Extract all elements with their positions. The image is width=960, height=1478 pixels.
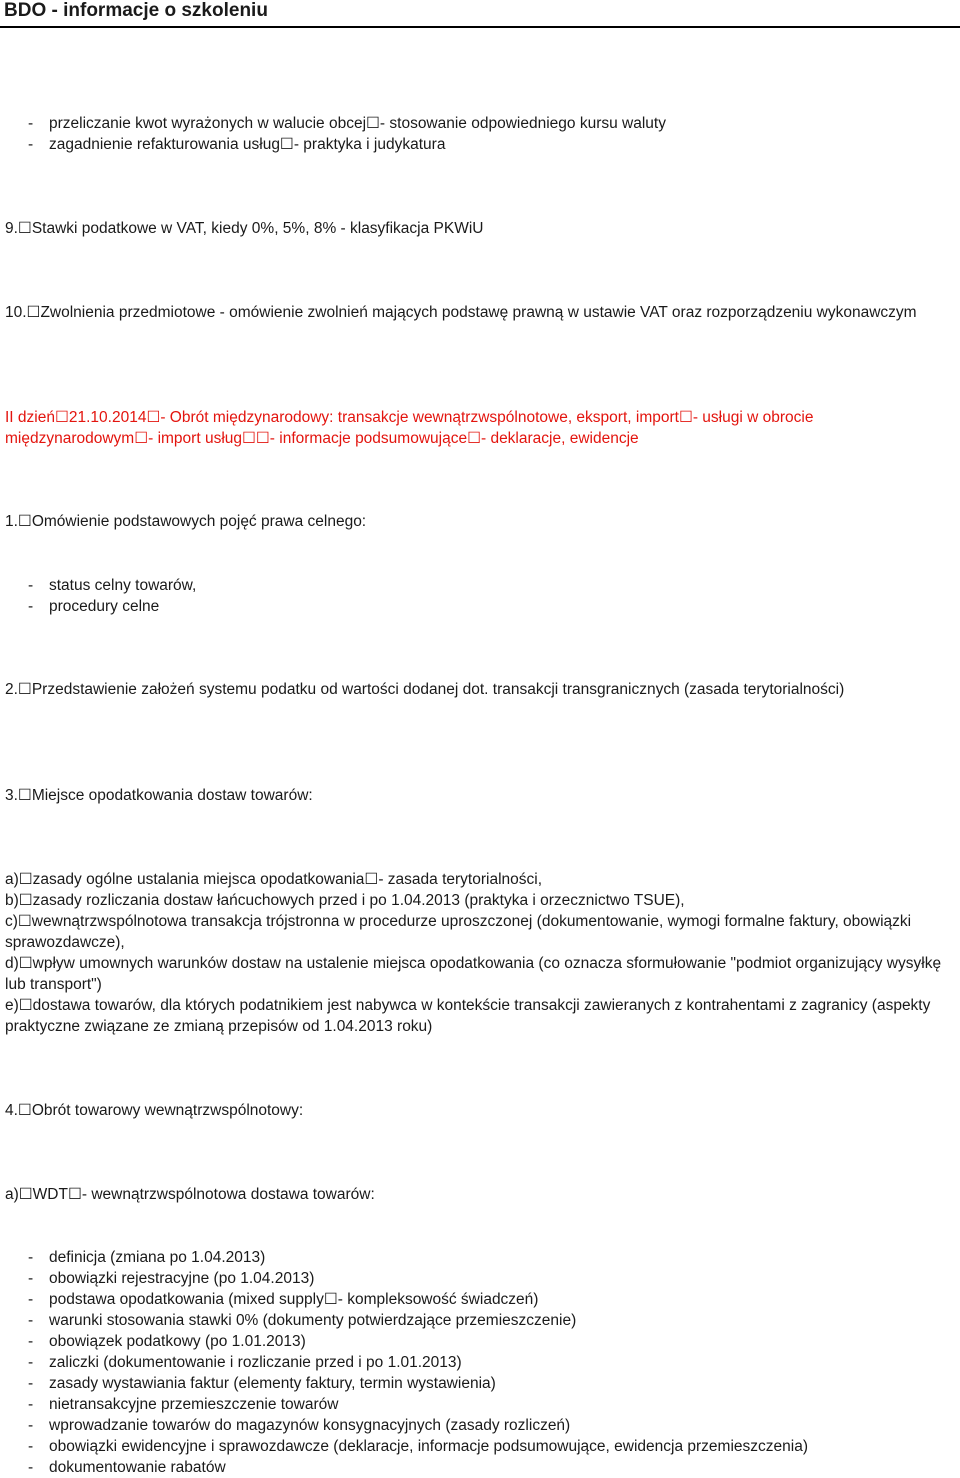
list-item: - zasady wystawiania faktur (elementy faktury, termin wystawienia) bbox=[5, 1373, 950, 1394]
section-heading-2: 2.☐Przedstawienie założeń systemu podatku od wartości dodanej dot. transakcji transgranicznych (zasada terytorialności) bbox=[5, 681, 845, 698]
list-item: - obowiązki rejestracyjne (po 1.04.2013) bbox=[5, 1268, 950, 1289]
wdt-bullet-list bbox=[5, 1247, 950, 1478]
intro-bullet-list bbox=[5, 113, 950, 155]
list-item: - nietransakcyjne przemieszczenie towarów bbox=[5, 1394, 950, 1415]
list-item: - definicja (zmiana po 1.04.2013) bbox=[5, 1247, 950, 1268]
list-item: a)☐zasady ogólne ustalania miejsca opodatkowania☐- zasada terytorialności, bbox=[5, 871, 542, 888]
subsection-heading-4a: a)☐WDT☐- wewnątrzwspólnotowa dostawa towarów: bbox=[5, 1186, 375, 1203]
page-header bbox=[0, 0, 960, 26]
header-divider bbox=[0, 26, 960, 28]
list-item: - procedury celne bbox=[5, 596, 950, 617]
list-item: e)☐dostawa towarów, dla których podatnikiem jest nabywca w kontekście transakcji zawieranych z kontrahentami z zagranicy (aspekty praktyczne związane ze zmianą przepisów od 1.04.2013 roku) bbox=[5, 997, 931, 1035]
list-item: c)☐wewnątrzwspólnotowa transakcja trójstronna w procedurze uproszczonej (dokumentowanie, wymogi formalne faktury, obowiązki sprawozdawcze), bbox=[5, 913, 912, 951]
list-item: - podstawa opodatkowania (mixed supply☐- kompleksowość świadczeń) bbox=[5, 1289, 950, 1310]
list-item: - obowiązki ewidencyjne i sprawozdawcze (deklaracje, informacje podsumowujące, ewidencja przemieszczenia) bbox=[5, 1436, 950, 1457]
document-title: BDO - informacje o szkoleniu bbox=[4, 0, 268, 21]
list-item: - dokumentowanie rabatów bbox=[5, 1457, 950, 1478]
place-of-supply-list bbox=[5, 869, 950, 1037]
day-two-heading: II dzień☐21.10.2014☐- Obrót międzynarodowy: transakcje wewnątrzwspólnotowe, eksport, import☐- usługi w obrocie międzynarodowym☐- import usług☐☐- informacje podsumowujące☐- deklaracje, ewidencje bbox=[5, 409, 814, 447]
section-heading-10: 10.☐Zwolnienia przedmiotowe - omówienie zwolnień mających podstawę prawną w ustawie VAT oraz rozporządzeniu wykonawczym bbox=[5, 304, 917, 321]
customs-bullet-list bbox=[5, 575, 950, 617]
section-heading-3: 3.☐Miejsce opodatkowania dostaw towarów: bbox=[5, 787, 313, 804]
list-item: - zaliczki (dokumentowanie i rozliczanie przed i po 1.01.2013) bbox=[5, 1352, 950, 1373]
list-item: - wprowadzanie towarów do magazynów konsygnacyjnych (zasady rozliczeń) bbox=[5, 1415, 950, 1436]
list-item: - status celny towarów, bbox=[5, 575, 950, 596]
list-item: b)☐zasady rozliczania dostaw łańcuchowych przed i po 1.04.2013 (praktyka i orzecznictwo TSUE), bbox=[5, 892, 685, 909]
section-heading-4: 4.☐Obrót towarowy wewnątrzwspólnotowy: bbox=[5, 1102, 304, 1119]
list-item: - przeliczanie kwot wyrażonych w walucie obcej☐- stosowanie odpowiedniego kursu waluty bbox=[5, 113, 950, 134]
section-heading-9: 9.☐Stawki podatkowe w VAT, kiedy 0%, 5%, 8% - klasyfikacja PKWiU bbox=[5, 220, 484, 237]
list-item: d)☐wpływ umownych warunków dostaw na ustalenie miejsca opodatkowania (co oznacza sformułowanie "podmiot organizujący wysyłkę lub transport") bbox=[5, 955, 942, 993]
list-item: - warunki stosowania stawki 0% (dokumenty potwierdzające przemieszczenie) bbox=[5, 1310, 950, 1331]
section-heading-1: 1.☐Omówienie podstawowych pojęć prawa celnego: bbox=[5, 513, 367, 530]
list-item: - obowiązek podatkowy (po 1.01.2013) bbox=[5, 1331, 950, 1352]
list-item: - zagadnienie refakturowania usług☐- praktyka i judykatura bbox=[5, 134, 950, 155]
